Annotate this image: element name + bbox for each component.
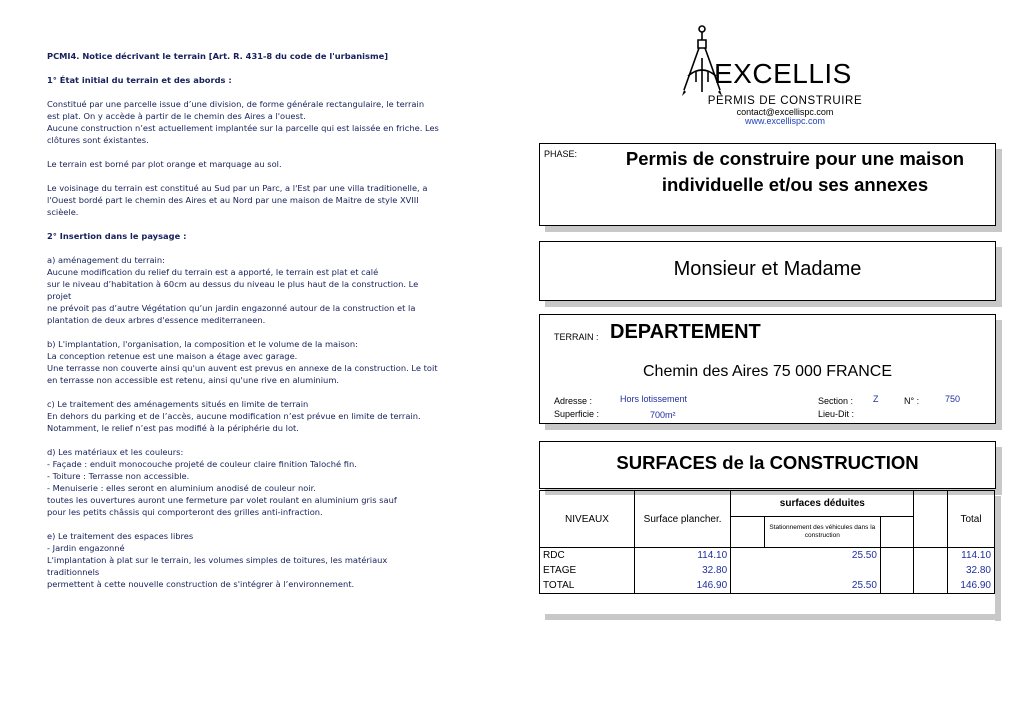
row-empty [880, 548, 914, 564]
row-plancher: 114.10 [635, 548, 731, 564]
company-subtitle: PERMIS DE CONSTRUIRE [707, 95, 863, 107]
notice-title: PCMI4. Notice décrivant le terrain [Art. R. 431-8 du code de l'urbanisme] [47, 51, 389, 61]
company-name: EXCELLIS [714, 58, 852, 89]
row-niveau: TOTAL [540, 578, 635, 594]
header-surface-plancher: Surface plancher. [635, 491, 731, 548]
company-website: www.excellispc.com [744, 116, 826, 126]
surfaces-table [539, 490, 995, 594]
section-1-heading: 1° État initial du terrain et des abords : [47, 75, 232, 85]
table-row [540, 563, 995, 578]
numero-label: N° : [904, 396, 920, 406]
header-stationnement: Stationnement des véhicules dans la construction [764, 517, 880, 548]
row-empty [880, 563, 914, 578]
section-1-paragraph-1: Constitué par une parcelle issue d’une division, de forme générale rectangulaire, le terrain est plat. On y accède à partir de le chemin des Aires a l'ouest. Aucune construction n’est actuellement implantée sur la parcelle qui est laissée en friche. Les clôtures sont éxistantes. [47, 99, 439, 145]
table-row [540, 578, 995, 594]
numero-value: 750 [945, 394, 961, 404]
header-surfaces-deduites: surfaces déduites [731, 491, 914, 517]
superficie-value: 700m² [650, 410, 676, 420]
adresse-label: Adresse : [554, 396, 593, 406]
adresse-value: Hors lotissement [620, 394, 688, 404]
header-empty-b [880, 517, 914, 548]
phase-box [539, 143, 996, 226]
row-total: 114.10 [948, 548, 995, 564]
client-box [539, 241, 996, 301]
company-email: contact@excellispc.com [736, 107, 834, 117]
phase-label: PHASE: [544, 149, 578, 159]
row-empty [880, 578, 914, 594]
section-2-heading: 2° Insertion dans le paysage : [47, 231, 187, 241]
section-1-paragraph-2: Le terrain est borné par plot orange et marquage au sol. [47, 159, 282, 169]
row-plancher: 32.80 [635, 563, 731, 578]
section-value: Z [873, 394, 879, 404]
superficie-label: Superficie : [554, 409, 600, 419]
row-total: 146.90 [948, 578, 995, 594]
row-total: 32.80 [948, 563, 995, 578]
section-1-paragraph-3: Le voisinage du terrain est constitué au Sud par un Parc, a l'Est par une villa traditionelle, a l'Ouest bordé part le chemin des Aires et au Nord par une maison de Maitre de style XVIII scièele. [47, 183, 428, 217]
table-row [540, 548, 995, 564]
row-niveau: RDC [540, 548, 635, 564]
section-2-e: e) Le traitement des espaces libres - Jardin engazonné L'implantation à plat sur le terrain, les volumes simples de toitures, les matériaux traditionnels permettent à cette nouvelle construction de s'intégrer à l’environnement. [47, 531, 388, 589]
surfaces-title-box [539, 441, 996, 489]
row-empty [914, 578, 948, 594]
row-empty [914, 563, 948, 578]
header-empty-a [731, 517, 765, 548]
terrain-address: Chemin des Aires 75 000 FRANCE [643, 363, 892, 380]
table-shadow-bottom [545, 614, 1001, 620]
row-stationnement [731, 563, 881, 578]
row-stationnement: 25.50 [731, 548, 881, 564]
terrain-label: TERRAIN : [554, 332, 599, 342]
phase-title: Permis de construire pour une maison individuelle et/ou ses annexes [625, 148, 965, 195]
client-name: Monsieur et Madame [673, 258, 862, 280]
table-shadow-right [995, 496, 1001, 621]
section-label: Section : [818, 396, 854, 406]
terrain-departement: DEPARTEMENT [610, 321, 761, 343]
row-stationnement: 25.50 [731, 578, 881, 594]
section-2-c: c) Le traitement des aménagements situés en limite de terrain En dehors du parking et de l’accès, aucune modification n’est prévue en limite de terrain. Notamment, le relief n’est pas modifié à la périphérie du lot. [47, 399, 421, 433]
row-empty [914, 548, 948, 564]
header-empty-col [914, 491, 948, 548]
header-niveaux: NIVEAUX [540, 491, 635, 548]
section-2-d: d) Les matériaux et les couleurs: - Façade : enduit monocouche projeté de couleur claire finition Taloché fin. - Toiture : Terrasse non accessible. - Menuiserie : elles seront en aluminium anodisé de couleur noir. toutes les ouvertures auront une fermeture par volet roulant en aluminium gris sauf pour les petits châssis qui comporteront des grilles anti-infraction. [47, 447, 397, 517]
row-niveau: ETAGE [540, 563, 635, 578]
surfaces-title: SURFACES de la CONSTRUCTION [616, 452, 919, 473]
header-total: Total [948, 491, 995, 548]
section-2-b: b) L'implantation, l'organisation, la composition et le volume de la maison: La conception retenue est une maison a étage avec garage. Une terrasse non couverte ainsi qu'un auvent est prevus en annexe de la construction. Le toit en terrasse non accessible est retenu, ainsi qu'une rive en aluminium. [47, 339, 438, 385]
lieu-dit-label: Lieu-Dit : [818, 409, 855, 419]
terrain-box [539, 314, 996, 424]
row-plancher: 146.90 [635, 578, 731, 594]
section-2-a: a) aménagement du terrain: Aucune modification du relief du terrain est a apporté, le terrain est plat et calé sur le niveau d’habitation à 60cm au dessus du niveau le plus haut de la construction. Le projet ne prévoit pas d’autre Végétation qu’un jardin engazonné autour de la construction et la plantation de deux arbres d'essence mediterraneen. [47, 255, 419, 325]
notice-panel [47, 50, 487, 590]
